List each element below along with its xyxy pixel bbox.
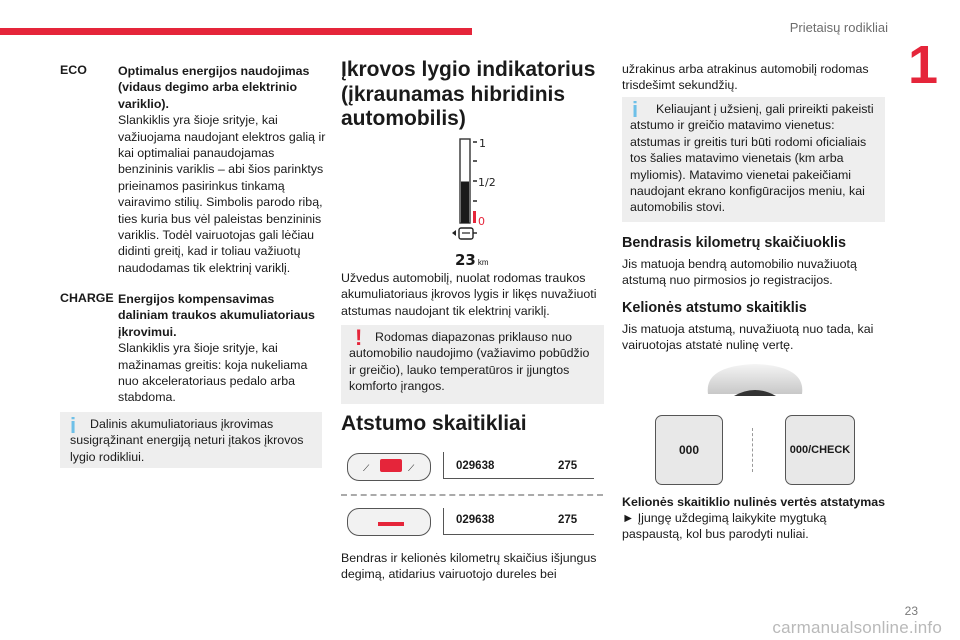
section-title-charge-level: Įkrovos lygio indikatorius (įkraunamas hibridinis automobilis) <box>341 58 596 130</box>
vertical-divider <box>752 428 753 472</box>
gauge-low-mark <box>473 211 476 223</box>
eco-definition <box>118 63 328 276</box>
charge-body: Slankiklis yra šioje srityje, kai mažinamas greitis: koja nukeliama nuo akceleratoriaus pedalo arba stabdoma. <box>118 341 308 405</box>
charge-level-paragraph: Užvedus automobilį, nuolat rodomas traukos akumuliatoriaus įkrovos lygis ir likęs nuvažiuoti atstumas naudojant tik elektrinį variklį. <box>341 271 597 318</box>
trip-odometer-paragraph: Jis matuoja atstumą, nuvažiuotą nuo tada, kai vairuotojas atstatė nulinę vertę. <box>622 322 874 353</box>
warning-note-range <box>341 325 604 404</box>
eco-body: Slankiklis yra šioje srityje, kai važiuojama naudojant elektros galią ir kai optimaliai panaudojamas benzininis variklis – abi šios parinktys prieinamos pasirinkus tinkamą vairavimo stilių. Simbolis parodo ribą, ties kuria bus vėl paleistas benzininis variklis. Todėl vairuotojas gali lėčiau didinti greitį, kad ir toliau važiuotų naudodamas tik elektrinį variklį. <box>118 113 326 275</box>
reset-step: ► Įjungę uždegimą laikykite mygtuką paspaustą, kol bus parodyti nuliai. <box>622 511 827 542</box>
highlight-mark-2 <box>378 522 404 526</box>
reset-button-000[interactable] <box>655 415 723 485</box>
heading-trip-odometer: Kelionės atstumo skaitiklis <box>622 300 807 316</box>
watermark: carmanualsonline.info <box>772 618 942 637</box>
dashboard-illustration <box>700 362 810 398</box>
gauge-label-full: 1 <box>479 137 486 150</box>
info-icon: i <box>70 413 77 438</box>
gauge-fill <box>461 182 469 224</box>
chapter-number: 1 <box>907 35 938 95</box>
range-unit: km <box>477 258 489 267</box>
dashed-divider <box>341 494 603 496</box>
needle-left-icon: ⟋ <box>363 463 370 473</box>
odometer-trip-1: 275 <box>558 460 578 472</box>
range-readout <box>455 251 489 270</box>
page-number: 23 <box>904 604 918 618</box>
section-title-odometers: Atstumo skaitikliai <box>341 412 527 435</box>
reset-button-check[interactable] <box>785 415 855 485</box>
reset-heading: Kelionės skaitiklio nulinės vertės atstatymas <box>622 495 886 509</box>
charge-term: CHARGE <box>60 291 114 305</box>
reset-button-label: 000 <box>678 443 700 457</box>
info-note-charge <box>60 412 322 468</box>
charge-level-gauge <box>440 135 500 247</box>
warning-note-text: Rodomas diapazonas priklauso nuo automobilio naudojimo (važiavimo pobūdžio ir greičio), lauko temperatūros ir įjungtos komforto įrangos. <box>349 330 590 394</box>
odometer-trip-2: 275 <box>558 514 578 526</box>
heading-total-odometer: Bendrasis kilometrų skaičiuoklis <box>622 235 846 251</box>
gauge-label-half: 1/2 <box>478 176 496 189</box>
info-icon: i <box>632 97 639 122</box>
warning-icon: ! <box>355 325 363 350</box>
info-note-text: Dalinis akumuliatoriaus įkrovimas susigrąžinant energiją neturi įtakos įkrovos lygio rodikliui. <box>70 417 304 464</box>
charge-definition <box>118 291 328 406</box>
charge-title: Energijos kompensavimas daliniam traukos akumuliatoriaus įkrovimui. <box>118 292 315 339</box>
eco-term: ECO <box>60 63 87 77</box>
gauge-label-empty: 0 <box>478 215 485 228</box>
info-note-units-text: Keliaujant į užsienį, gali prireikti pakeisti atstumo ir greičio matavimo vienetus: atstumas ir greitis turi būti rodomi oficialiais tos šalies matavimo vienetais (km arba myliomis). Matavimo vienetai pakeičiami naudojant ekrano konfigūracijos meniu, kai automobilis stovi. <box>630 102 874 215</box>
reset-check-label: 000/CHECK <box>789 444 851 456</box>
odometer-caption: Bendras ir kelionės kilometrų skaičius išjungus degimą, atidarius vairuotojo dureles bei <box>341 551 597 582</box>
eco-title: Optimalus energijos naudojimas (vidaus degimo arba elektrinio variklio). <box>118 64 310 111</box>
info-note-units <box>622 97 885 222</box>
highlight-mark-1 <box>380 459 402 472</box>
total-odometer-paragraph: Jis matuoja bendrą automobilio nuvažiuotą atstumą nuo pirmosios jo registracijos. <box>622 257 857 288</box>
header-accent-bar <box>0 28 472 35</box>
odometer-total-1: 029638 <box>456 460 495 472</box>
range-value: 23 <box>455 251 476 269</box>
needle-right-icon: ⟋ <box>408 463 415 473</box>
continued-paragraph: užrakinus arba atrakinus automobilį rodomas trisdešimt sekundžių. <box>622 62 869 93</box>
header-title: Prietaisų rodikliai <box>789 20 888 35</box>
plug-icon <box>452 228 477 239</box>
odometer-total-2: 029638 <box>456 514 495 526</box>
